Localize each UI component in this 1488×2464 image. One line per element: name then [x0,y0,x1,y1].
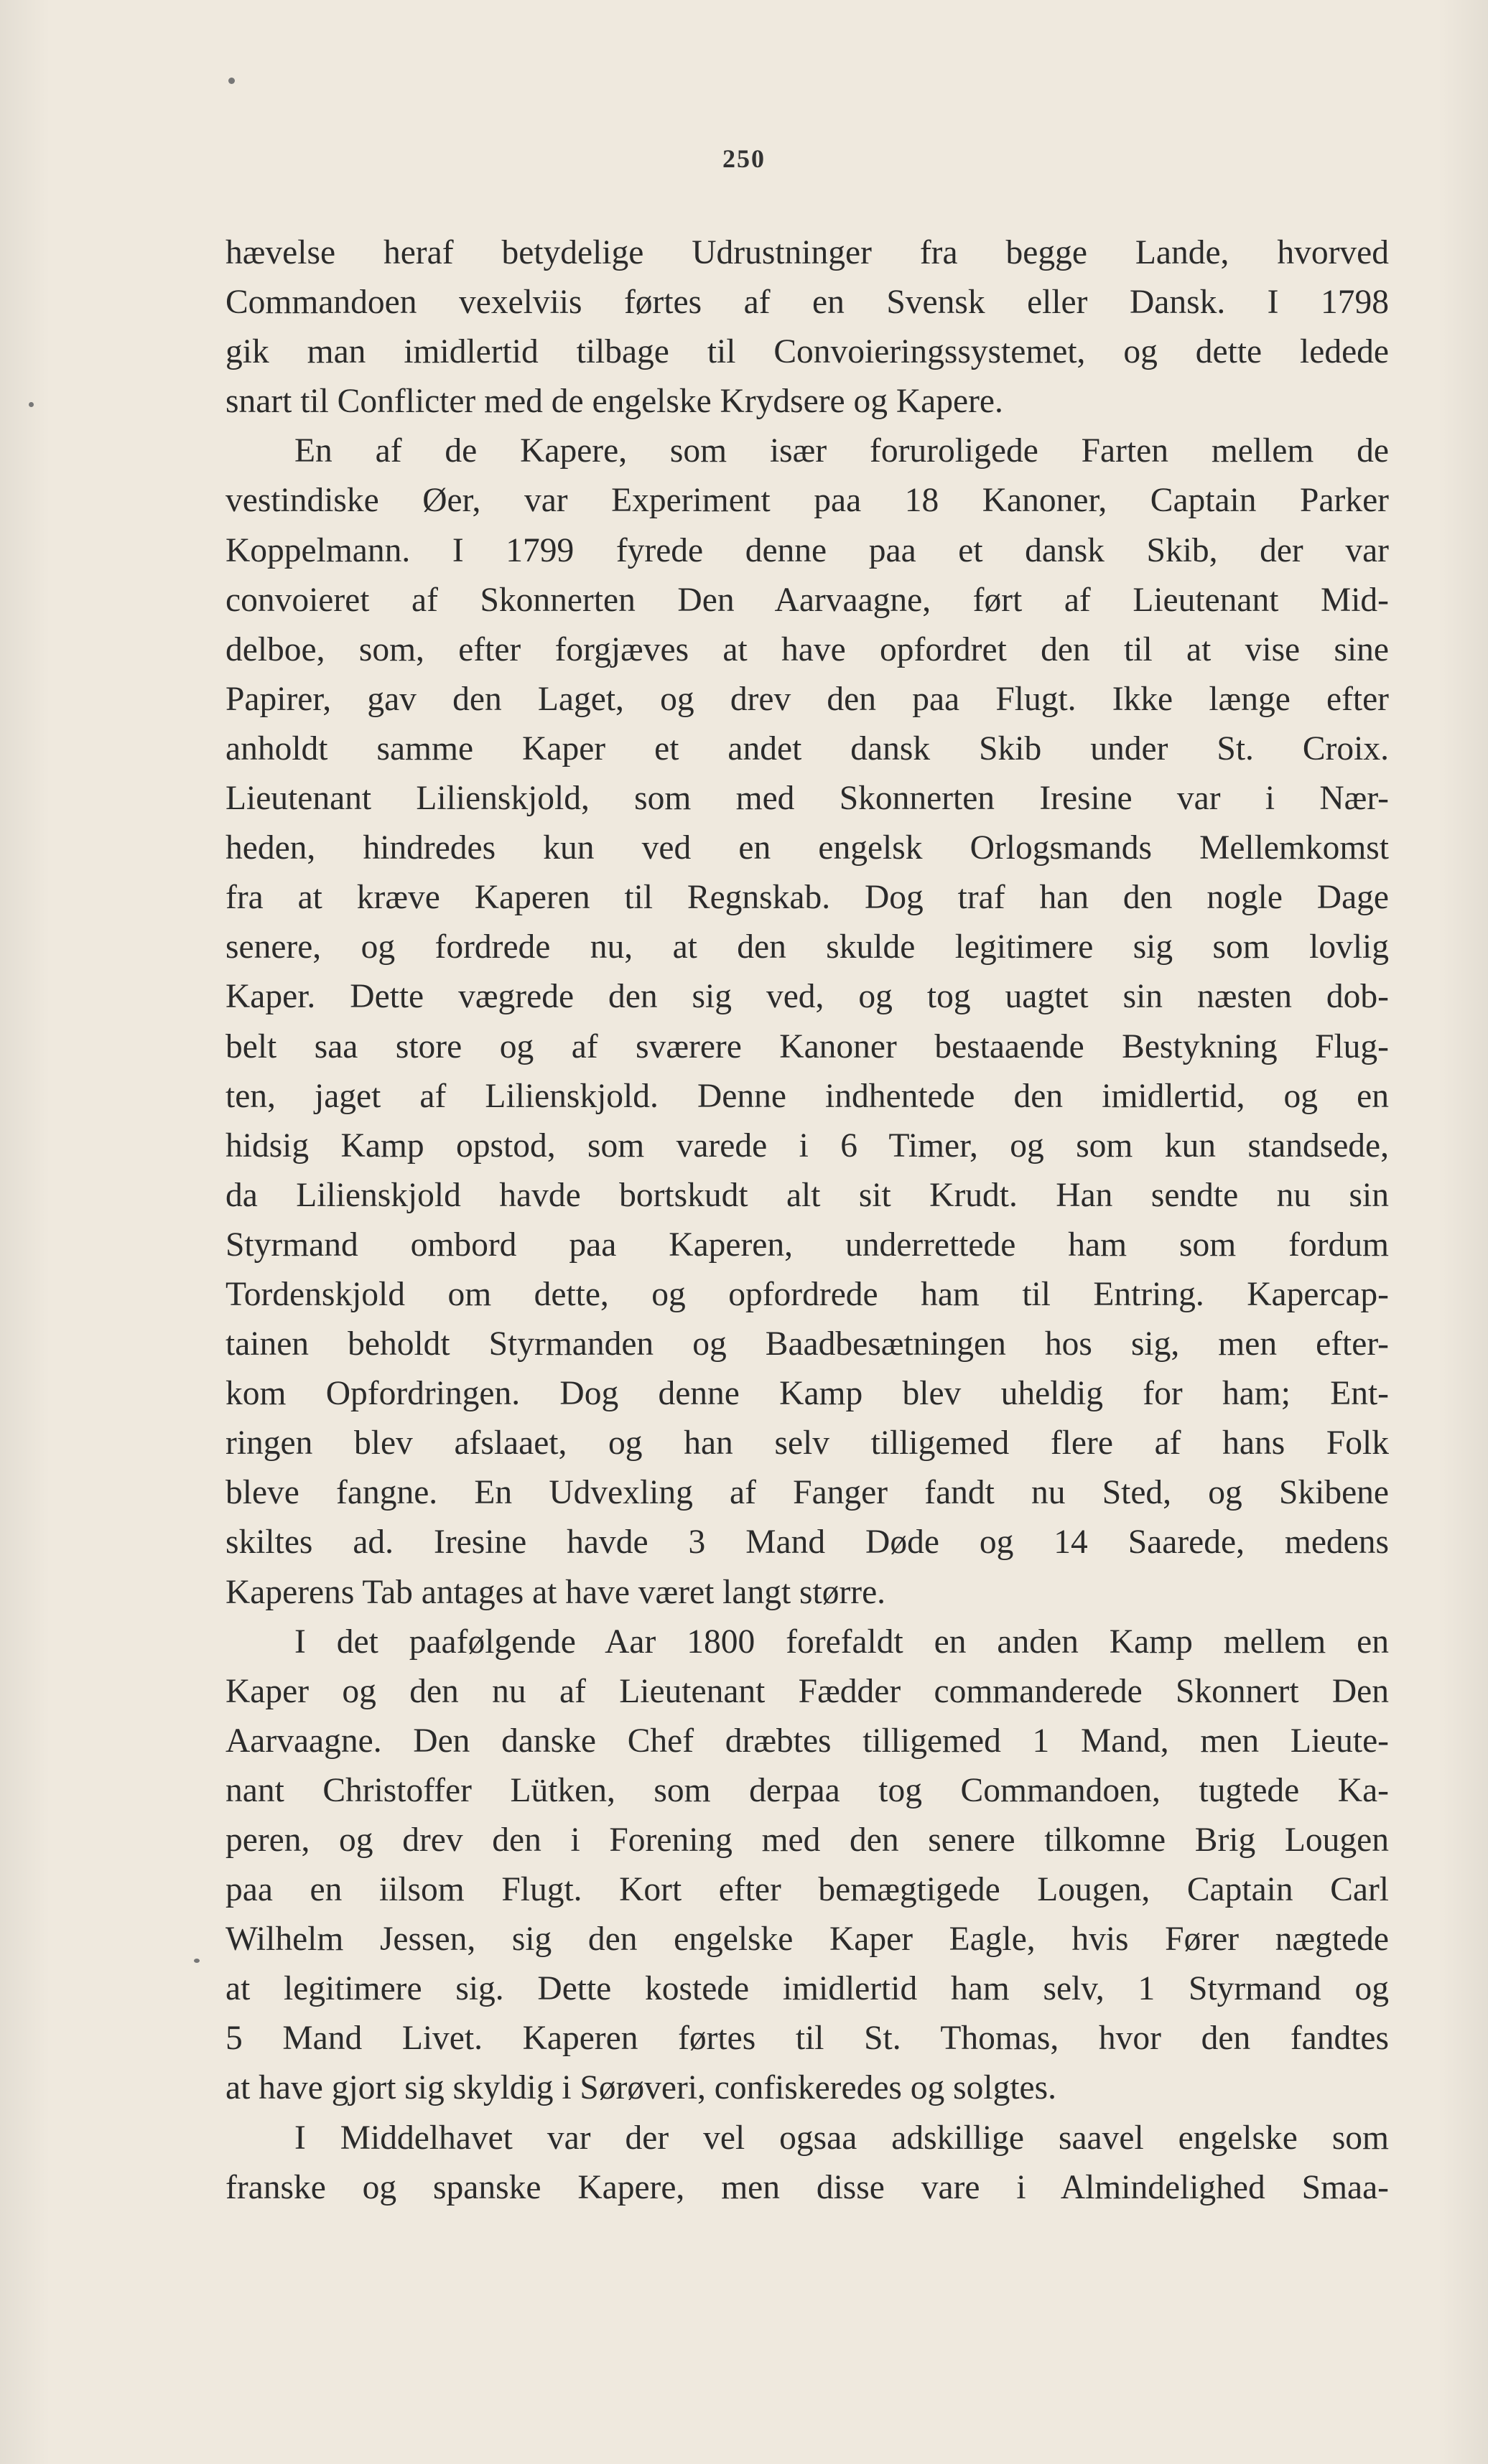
text-line: snart til Conflicter med de engelske Krydsere og Kapere. [225,383,1003,421]
text-line: da Lilienskjold havde bortskudt alt sit Krudt. Han sendte nu sin [225,1176,1389,1214]
body-text [225,228,1389,2213]
ink-speck [29,402,34,407]
text-line: hidsig Kamp opstod, som varede i 6 Timer, og som kun standsede, [225,1126,1389,1165]
text-line: belt saa store og af sværere Kanoner bestaaende Bestykning Flug- [225,1027,1389,1065]
text-line: anholdt samme Kaper et andet dansk Skib under St. Croix. [225,729,1389,767]
text-line: peren, og drev den i Forening med den senere tilkomne Brig Lougen [225,1821,1389,1859]
text-line: at legitimere sig. Dette kostede imidlertid ham selv, 1 Styrmand og [225,1970,1389,2008]
text-line: franske og spanske Kapere, men disse vare i Almindelighed Smaa- [225,2168,1389,2206]
text-line: 5 Mand Livet. Kaperen førtes til St. Thomas, hvor den fandtes [225,2020,1389,2058]
text-line: convoieret af Skonnerten Den Aarvaagne, ført af Lieutenant Mid- [225,581,1389,619]
text-line: kom Opfordringen. Dog denne Kamp blev uheldig for ham; Ent- [225,1375,1389,1413]
text-line: at have gjort sig skyldig i Sørøveri, confiskeredes og solgtes. [225,2069,1056,2107]
text-line: paa en iilsom Flugt. Kort efter bemægtigede Lougen, Captain Carl [225,1871,1389,1909]
text-line: Lieutenant Lilienskjold, som med Skonnerten Iresine var i Nær- [225,780,1389,818]
text-line: senere, og fordrede nu, at den skulde legitimere sig som lovlig [225,928,1389,966]
text-line: Tordenskjold om dette, og opfordrede ham til Entring. Kapercap- [225,1275,1389,1313]
text-line: tainen beholdt Styrmanden og Baadbesætningen hos sig, men efter- [225,1325,1389,1363]
text-line: Aarvaagne. Den danske Chef dræbtes tilligemed 1 Mand, men Lieute- [225,1722,1389,1760]
text-line: Kaper. Dette vægrede den sig ved, og tog uagtet sin næsten dob- [225,978,1389,1016]
page-number: 250 [722,144,766,173]
text-line: Koppelmann. I 1799 fyrede denne paa et dansk Skib, der var [225,531,1389,569]
text-line: fra at kræve Kaperen til Regnskab. Dog traf han den nogle Dage [225,879,1389,917]
ink-speck [228,78,235,84]
text-line: Commandoen vexelviis førtes af en Svensk eller Dansk. I 1798 [225,284,1389,322]
text-line: nant Christoffer Lütken, som derpaa tog Commandoen, tugtede Ka- [225,1771,1389,1809]
text-line: Papirer, gav den Laget, og drev den paa Flugt. Ikke længe efter [225,680,1389,718]
text-line: Wilhelm Jessen, sig den engelske Kaper Eagle, hvis Fører nægtede [225,1921,1389,1959]
text-line: Kaperens Tab antages at have været langt større. [225,1573,886,1611]
text-line: I det paafølgende Aar 1800 forefaldt en anden Kamp mellem en [294,1623,1389,1661]
text-line: gik man imidlertid tilbage til Convoieringssystemet, og dette ledede [225,333,1389,371]
text-line: hævelse heraf betydelige Udrustninger fra begge Lande, hvorved [225,234,1389,271]
text-line: En af de Kapere, som især foruroligede Farten mellem de [294,432,1389,470]
text-line: Styrmand ombord paa Kaperen, underrettede ham som fordum [225,1226,1389,1264]
text-line: skiltes ad. Iresine havde 3 Mand Døde og 14 Saarede, medens [225,1523,1389,1562]
text-line: Kaper og den nu af Lieutenant Fædder commanderede Skonnert Den [225,1672,1389,1710]
text-line: heden, hindredes kun ved en engelsk Orlogsmands Mellemkomst [225,829,1389,867]
text-line: ten, jaget af Lilienskjold. Denne indhentede den imidlertid, og en [225,1077,1389,1115]
text-line: I Middelhavet var der vel ogsaa adskillige saavel engelske som [294,2119,1389,2157]
ink-speck [194,1959,200,1963]
text-line: bleve fangne. En Udvexling af Fanger fandt nu Sted, og Skibene [225,1474,1389,1512]
text-line: ringen blev afslaaet, og han selv tilligemed flere af hans Folk [225,1424,1389,1462]
text-line: delboe, som, efter forgjæves at have opfordret den til at vise sine [225,630,1389,668]
text-line: vestindiske Øer, var Experiment paa 18 Kanoner, Captain Parker [225,482,1389,520]
